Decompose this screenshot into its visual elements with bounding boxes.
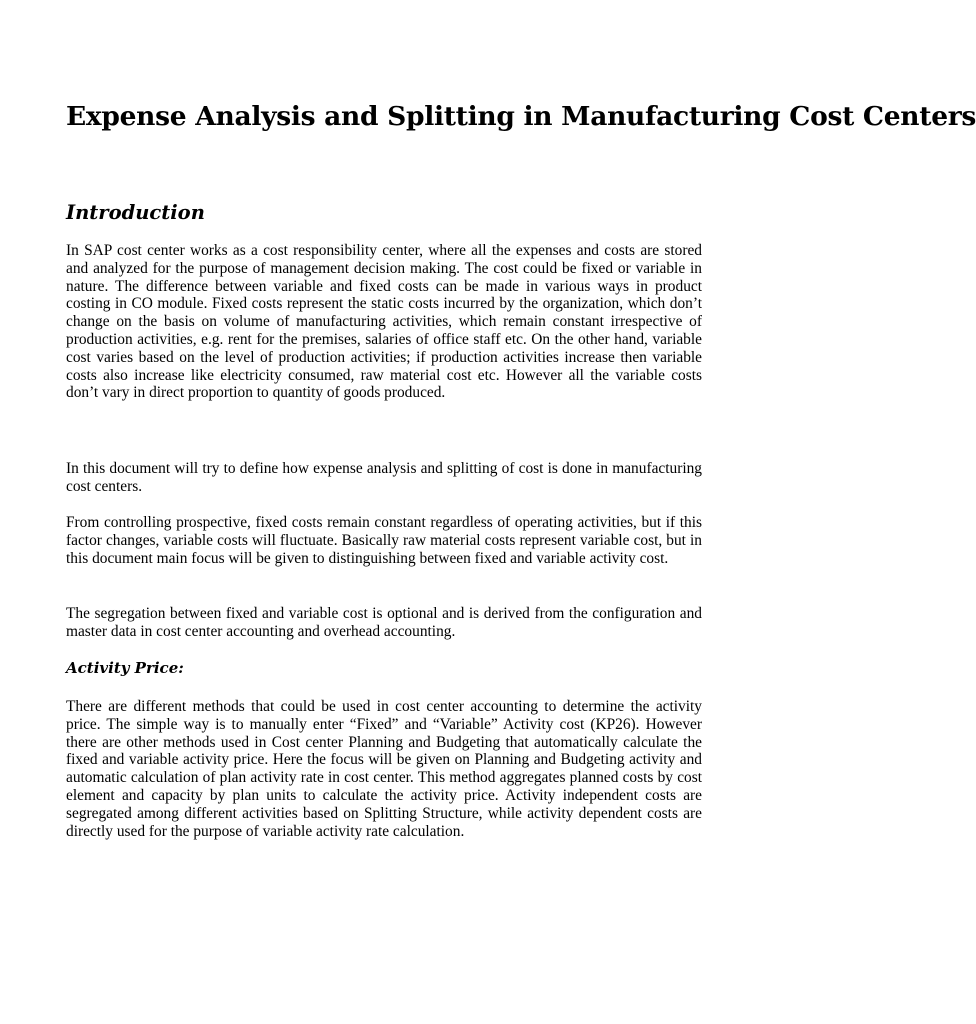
paragraph: In this document will try to define how expense analysis and splitting of cost is done in manufacturing cost centers.	[66, 460, 702, 495]
introduction-heading: Introduction	[66, 201, 205, 224]
paragraph: From controlling prospective, fixed costs remain constant regardless of operating activities, but if this factor changes, variable costs will fluctuate. Basically raw material costs represent variable cost, but in this document main focus will be given to distinguishing between fixed and variable activity cost.	[66, 514, 702, 567]
paragraph: In SAP cost center works as a cost responsibility center, where all the expenses and costs are stored and analyzed for the purpose of management decision making. The cost could be fixed or variable in nature. The difference between variable and fixed costs can be made in various ways in product costing in CO module. Fixed costs represent the static costs incurred by the organization, which don’t change on the basis on volume of manufacturing activities, which remain constant irrespective of production activities, e.g. rent for the premises, salaries of office staff etc. On the other hand, variable cost varies based on the level of production activities; if production activities increase then variable costs also increase like electricity consumed, raw material cost etc. However all the variable costs don’t vary in direct proportion to quantity of goods produced.	[66, 242, 702, 402]
document-title: Expense Analysis and Splitting in Manufacturing Cost Centers	[66, 101, 976, 132]
paragraph: The segregation between fixed and variable cost is optional and is derived from the configuration and master data in cost center accounting and overhead accounting.	[66, 605, 702, 640]
activity-price-paragraph: There are different methods that could be used in cost center accounting to determine the activity price. The simple way is to manually enter “Fixed” and “Variable” Activity cost (KP26). However there are other methods used in Cost center Planning and Budgeting that automatically calculate the fixed and variable activity price. Here the focus will be given on Planning and Budgeting activity and automatic calculation of plan activity rate in cost center. This method aggregates planned costs by cost element and capacity by plan units to calculate the activity price. Activity independent costs are segregated among different activities based on Splitting Structure, while activity dependent costs are directly used for the purpose of variable activity rate calculation.	[66, 698, 702, 840]
activity-price-heading: Activity Price:	[66, 659, 184, 677]
